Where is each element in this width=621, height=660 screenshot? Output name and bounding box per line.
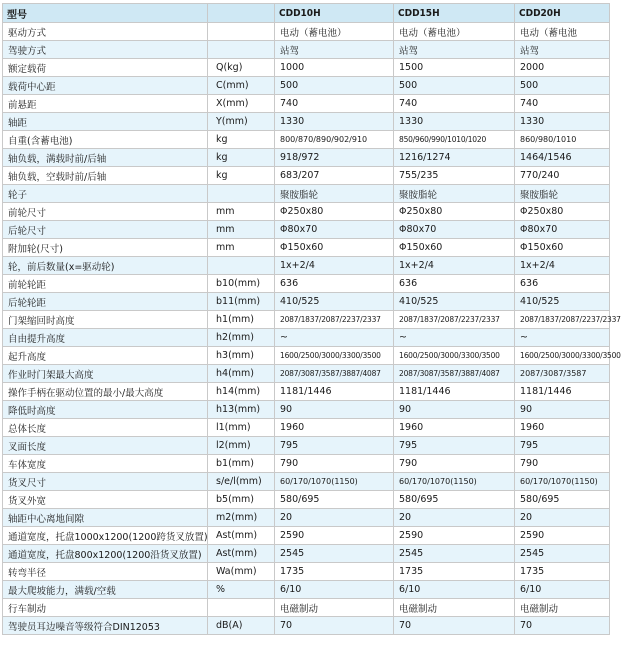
- row-unit: mm: [208, 239, 275, 257]
- spec-table-body: [3, 23, 621, 635]
- row-unit: X(mm): [208, 95, 275, 113]
- table-row: [3, 149, 610, 167]
- table-row: [3, 599, 610, 617]
- table-row: [3, 527, 610, 545]
- table-row: [3, 365, 610, 383]
- row-value-cdd10h: 70: [275, 617, 394, 635]
- row-value-cdd15h: 6/10: [394, 581, 515, 599]
- row-value-cdd10h: 410/525: [275, 293, 394, 311]
- row-label: 前轮尺寸: [3, 203, 208, 221]
- row-label: 操作手柄在驱动位置的最小/最大高度: [3, 383, 208, 401]
- row-value-cdd20h: 580/695: [515, 491, 610, 509]
- row-value-cdd10h: 1330: [275, 113, 394, 131]
- row-value-cdd10h: 1960: [275, 419, 394, 437]
- row-value-cdd15h: 电磁制动: [394, 599, 515, 617]
- row-value-cdd20h: 740: [515, 95, 610, 113]
- row-value-cdd10h: 636: [275, 275, 394, 293]
- row-value-cdd20h: 410/525: [515, 293, 610, 311]
- row-value-cdd20h: 90: [515, 401, 610, 419]
- row-value-cdd15h: 90: [394, 401, 515, 419]
- row-unit: m2(mm): [208, 509, 275, 527]
- table-row: [3, 221, 610, 239]
- row-unit: h13(mm): [208, 401, 275, 419]
- table-row: [3, 203, 610, 221]
- spec-table: [2, 3, 621, 635]
- row-value-cdd20h: 770/240: [515, 167, 610, 185]
- row-value-cdd15h: Φ250x80: [394, 203, 515, 221]
- row-label: 作业时门架最大高度: [3, 365, 208, 383]
- table-row: [3, 617, 610, 635]
- row-unit: b10(mm): [208, 275, 275, 293]
- row-value-cdd20h: 2000: [515, 59, 610, 77]
- row-value-cdd20h: 电磁制动: [515, 599, 610, 617]
- row-value-cdd20h: 6/10: [515, 581, 610, 599]
- row-value-cdd15h: 2087/3087/3587/3887/4087: [394, 365, 515, 383]
- row-unit: h3(mm): [208, 347, 275, 365]
- row-value-cdd20h: 795: [515, 437, 610, 455]
- row-value-cdd10h: 90: [275, 401, 394, 419]
- table-row: [3, 473, 610, 491]
- header-unit: [208, 4, 275, 23]
- table-row: [3, 401, 610, 419]
- row-value-cdd10h: 2087/1837/2087/2237/2337: [275, 311, 394, 329]
- row-value-cdd10h: 电磁制动: [275, 599, 394, 617]
- row-label: 轮子: [3, 185, 208, 203]
- row-value-cdd20h: 1330: [515, 113, 610, 131]
- row-value-cdd10h: 电动（蓄电池）: [275, 23, 394, 41]
- row-value-cdd10h: Φ250x80: [275, 203, 394, 221]
- row-value-cdd10h: 740: [275, 95, 394, 113]
- row-value-cdd20h: 60/170/1070(1150): [515, 473, 610, 491]
- row-value-cdd15h: 1x+2/4: [394, 257, 515, 275]
- row-label: 额定载荷: [3, 59, 208, 77]
- row-unit: l2(mm): [208, 437, 275, 455]
- row-value-cdd15h: 410/525: [394, 293, 515, 311]
- row-value-cdd10h: 1x+2/4: [275, 257, 394, 275]
- table-row: [3, 185, 610, 203]
- table-row: [3, 491, 610, 509]
- row-value-cdd20h: 1464/1546: [515, 149, 610, 167]
- row-unit: [208, 599, 275, 617]
- row-value-cdd10h: 聚胺脂轮: [275, 185, 394, 203]
- row-value-cdd15h: 580/695: [394, 491, 515, 509]
- header-row: [3, 4, 610, 23]
- row-label: 货叉外宽: [3, 491, 208, 509]
- table-row: [3, 77, 610, 95]
- row-value-cdd10h: 918/972: [275, 149, 394, 167]
- model-cdd10h: CDD10H: [275, 4, 394, 23]
- row-unit: kg: [208, 149, 275, 167]
- row-value-cdd10h: 1000: [275, 59, 394, 77]
- row-value-cdd15h: 1600/2500/3000/3300/3500: [394, 347, 515, 365]
- row-label: 轴负载，空载时前/后轴: [3, 167, 208, 185]
- row-value-cdd20h: 790: [515, 455, 610, 473]
- row-value-cdd20h: 2087/3087/3587: [515, 365, 610, 383]
- row-value-cdd20h: 站驾: [515, 41, 610, 59]
- row-value-cdd15h: 500: [394, 77, 515, 95]
- table-row: [3, 293, 610, 311]
- row-label: 通道宽度，托盘800x1200(1200沿货叉放置): [3, 545, 208, 563]
- row-label: 起升高度: [3, 347, 208, 365]
- row-value-cdd20h: 2087/1837/2087/2237/2337: [515, 311, 610, 329]
- table-row: [3, 581, 610, 599]
- row-unit: h14(mm): [208, 383, 275, 401]
- row-unit: C(mm): [208, 77, 275, 95]
- table-row: [3, 131, 610, 149]
- row-value-cdd10h: 683/207: [275, 167, 394, 185]
- table-row: [3, 113, 610, 131]
- row-unit: Wa(mm): [208, 563, 275, 581]
- row-label: 驾驶方式: [3, 41, 208, 59]
- row-unit: [208, 185, 275, 203]
- row-label: 前悬距: [3, 95, 208, 113]
- row-value-cdd15h: 790: [394, 455, 515, 473]
- row-value-cdd10h: 800/870/890/902/910: [275, 131, 394, 149]
- row-label: 后轮尺寸: [3, 221, 208, 239]
- table-row: [3, 347, 610, 365]
- row-value-cdd10h: Φ150x60: [275, 239, 394, 257]
- row-value-cdd10h: 2087/3087/3587/3887/4087: [275, 365, 394, 383]
- row-label: 最大爬坡能力，满载/空载: [3, 581, 208, 599]
- row-label: 货叉尺寸: [3, 473, 208, 491]
- row-value-cdd10h: 580/695: [275, 491, 394, 509]
- row-value-cdd15h: 1500: [394, 59, 515, 77]
- row-value-cdd10h: 795: [275, 437, 394, 455]
- row-value-cdd20h: Φ80x70: [515, 221, 610, 239]
- row-unit: Y(mm): [208, 113, 275, 131]
- row-value-cdd20h: 1181/1446: [515, 383, 610, 401]
- table-row: [3, 419, 610, 437]
- model-cdd20h: CDD20H: [515, 4, 610, 23]
- table-row: [3, 329, 610, 347]
- row-value-cdd15h: 1960: [394, 419, 515, 437]
- row-value-cdd15h: 70: [394, 617, 515, 635]
- row-label: 行车制动: [3, 599, 208, 617]
- row-value-cdd10h: 790: [275, 455, 394, 473]
- table-row: [3, 59, 610, 77]
- row-value-cdd10h: 500: [275, 77, 394, 95]
- row-value-cdd20h: 聚胺脂轮: [515, 185, 610, 203]
- spec-table-header: [3, 4, 610, 23]
- row-value-cdd15h: 1735: [394, 563, 515, 581]
- row-unit: b1(mm): [208, 455, 275, 473]
- table-row: [3, 509, 610, 527]
- row-label: 载荷中心距: [3, 77, 208, 95]
- row-label: 门架缩回时高度: [3, 311, 208, 329]
- row-value-cdd10h: 1735: [275, 563, 394, 581]
- table-row: [3, 311, 610, 329]
- row-value-cdd15h: 1216/1274: [394, 149, 515, 167]
- row-label: 前轮轮距: [3, 275, 208, 293]
- row-value-cdd15h: 60/170/1070(1150): [394, 473, 515, 491]
- table-row: [3, 383, 610, 401]
- row-unit: [208, 41, 275, 59]
- row-label: 转弯半径: [3, 563, 208, 581]
- row-value-cdd20h: Φ250x80: [515, 203, 610, 221]
- table-row: [3, 275, 610, 293]
- row-label: 后轮轮距: [3, 293, 208, 311]
- row-label: 通道宽度，托盘1000x1200(1200跨货叉放置): [3, 527, 208, 545]
- row-value-cdd15h: 电动（蓄电池）: [394, 23, 515, 41]
- row-value-cdd15h: 1330: [394, 113, 515, 131]
- row-value-cdd20h: 500: [515, 77, 610, 95]
- row-unit: s/e/l(mm): [208, 473, 275, 491]
- row-value-cdd20h: Φ150x60: [515, 239, 610, 257]
- table-row: [3, 239, 610, 257]
- row-unit: dB(A): [208, 617, 275, 635]
- row-value-cdd15h: 850/960/990/1010/1020: [394, 131, 515, 149]
- row-value-cdd15h: 740: [394, 95, 515, 113]
- row-value-cdd15h: 聚胺脂轮: [394, 185, 515, 203]
- row-label: 轴距中心离地间隙: [3, 509, 208, 527]
- row-value-cdd15h: 2590: [394, 527, 515, 545]
- row-value-cdd20h: 636: [515, 275, 610, 293]
- row-unit: [208, 23, 275, 41]
- header-label: 型号: [3, 4, 208, 23]
- row-value-cdd20h: 860/980/1010: [515, 131, 610, 149]
- row-unit: Q(kg): [208, 59, 275, 77]
- table-row: [3, 167, 610, 185]
- row-unit: Ast(mm): [208, 545, 275, 563]
- row-unit: [208, 257, 275, 275]
- table-row: [3, 23, 610, 41]
- row-value-cdd10h: 6/10: [275, 581, 394, 599]
- row-value-cdd20h: ~: [515, 329, 610, 347]
- row-value-cdd15h: 20: [394, 509, 515, 527]
- row-label: 轮，前后数量(x=驱动轮): [3, 257, 208, 275]
- row-unit: Ast(mm): [208, 527, 275, 545]
- row-value-cdd20h: 20: [515, 509, 610, 527]
- table-row: [3, 563, 610, 581]
- row-label: 降低时高度: [3, 401, 208, 419]
- row-label: 自重(含蓄电池): [3, 131, 208, 149]
- row-label: 驾驶员耳边噪音等级符合DIN12053: [3, 617, 208, 635]
- row-label: 叉面长度: [3, 437, 208, 455]
- row-value-cdd20h: 电动（蓄电池: [515, 23, 610, 41]
- row-label: 总体长度: [3, 419, 208, 437]
- row-value-cdd10h: 2590: [275, 527, 394, 545]
- row-value-cdd15h: 站驾: [394, 41, 515, 59]
- row-value-cdd20h: 2545: [515, 545, 610, 563]
- row-unit: kg: [208, 167, 275, 185]
- row-value-cdd15h: 795: [394, 437, 515, 455]
- row-value-cdd10h: 1600/2500/3000/3300/3500: [275, 347, 394, 365]
- row-unit: b5(mm): [208, 491, 275, 509]
- row-value-cdd15h: Φ150x60: [394, 239, 515, 257]
- row-unit: h4(mm): [208, 365, 275, 383]
- row-value-cdd10h: 站驾: [275, 41, 394, 59]
- row-unit: mm: [208, 221, 275, 239]
- row-label: 驱动方式: [3, 23, 208, 41]
- row-value-cdd15h: 2545: [394, 545, 515, 563]
- model-cdd15h: CDD15H: [394, 4, 515, 23]
- row-value-cdd10h: ~: [275, 329, 394, 347]
- row-unit: kg: [208, 131, 275, 149]
- table-row: [3, 545, 610, 563]
- table-row: [3, 455, 610, 473]
- row-value-cdd10h: Φ80x70: [275, 221, 394, 239]
- row-value-cdd15h: 1181/1446: [394, 383, 515, 401]
- row-unit: mm: [208, 203, 275, 221]
- row-label: 轴负载，满载时前/后轴: [3, 149, 208, 167]
- row-unit: b11(mm): [208, 293, 275, 311]
- table-row: [3, 437, 610, 455]
- row-value-cdd10h: 20: [275, 509, 394, 527]
- row-value-cdd20h: 70: [515, 617, 610, 635]
- row-value-cdd20h: 1x+2/4: [515, 257, 610, 275]
- table-row: [3, 41, 610, 59]
- row-unit: l1(mm): [208, 419, 275, 437]
- row-value-cdd20h: 1600/2500/3000/3300/3500: [515, 347, 610, 365]
- row-value-cdd20h: 1735: [515, 563, 610, 581]
- row-value-cdd15h: 755/235: [394, 167, 515, 185]
- row-value-cdd20h: 1960: [515, 419, 610, 437]
- row-value-cdd10h: 60/170/1070(1150): [275, 473, 394, 491]
- row-value-cdd20h: 2590: [515, 527, 610, 545]
- row-unit: h1(mm): [208, 311, 275, 329]
- row-value-cdd15h: Φ80x70: [394, 221, 515, 239]
- row-value-cdd15h: ~: [394, 329, 515, 347]
- row-label: 车体宽度: [3, 455, 208, 473]
- row-unit: %: [208, 581, 275, 599]
- row-value-cdd15h: 636: [394, 275, 515, 293]
- row-unit: h2(mm): [208, 329, 275, 347]
- row-value-cdd10h: 2545: [275, 545, 394, 563]
- row-value-cdd15h: 2087/1837/2087/2237/2337: [394, 311, 515, 329]
- row-label: 轴距: [3, 113, 208, 131]
- row-value-cdd10h: 1181/1446: [275, 383, 394, 401]
- table-row: [3, 95, 610, 113]
- table-row: [3, 257, 610, 275]
- row-label: 附加轮(尺寸): [3, 239, 208, 257]
- row-label: 自由提升高度: [3, 329, 208, 347]
